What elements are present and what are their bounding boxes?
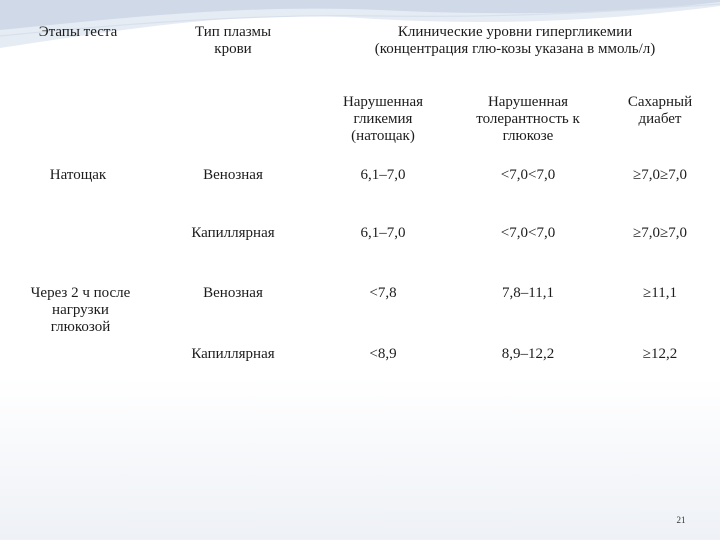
header-stages: Этапы теста	[38, 24, 118, 40]
row-4-glycemia: <8,9	[369, 346, 397, 362]
header-clinical-levels: Клинические уровни гипергликемии (концентрация глю-козы указана в ммоль/л)	[374, 24, 656, 57]
row-1-stage: Натощак	[49, 167, 107, 183]
row-3-stage: Через 2 ч после нагрузки глюкозой	[30, 285, 131, 335]
subheader-diabetes: Сахарный диабет	[627, 94, 693, 127]
row-2-glycemia: 6,1–7,0	[360, 225, 406, 241]
row-4-tolerance: 8,9–12,2	[501, 346, 555, 362]
row-3-glycemia: <7,8	[369, 285, 397, 301]
subheader-impaired-tolerance: Нарушенная толерантность к глюкозе	[476, 94, 580, 144]
row-1-glycemia: 6,1–7,0	[360, 167, 406, 183]
page-number: 21	[676, 515, 686, 525]
row-1-tolerance: <7,0<7,0	[500, 167, 556, 183]
subheader-impaired-glycemia: Нарушенная гликемия (натощак)	[342, 94, 424, 144]
row-3-tolerance: 7,8–11,1	[502, 285, 554, 301]
row-2-plasma: Капиллярная	[191, 225, 275, 241]
row-4-plasma: Капиллярная	[191, 346, 275, 362]
row-3-diabetes: ≥11,1	[643, 285, 677, 301]
row-1-plasma: Венозная	[203, 167, 263, 183]
row-2-diabetes: ≥7,0≥7,0	[633, 225, 687, 241]
header-plasma-type: Тип плазмы крови	[194, 24, 272, 57]
row-2-tolerance: <7,0<7,0	[500, 225, 556, 241]
row-1-diabetes: ≥7,0≥7,0	[633, 167, 687, 183]
row-4-diabetes: ≥12,2	[642, 346, 678, 362]
row-3-plasma: Венозная	[203, 285, 263, 301]
